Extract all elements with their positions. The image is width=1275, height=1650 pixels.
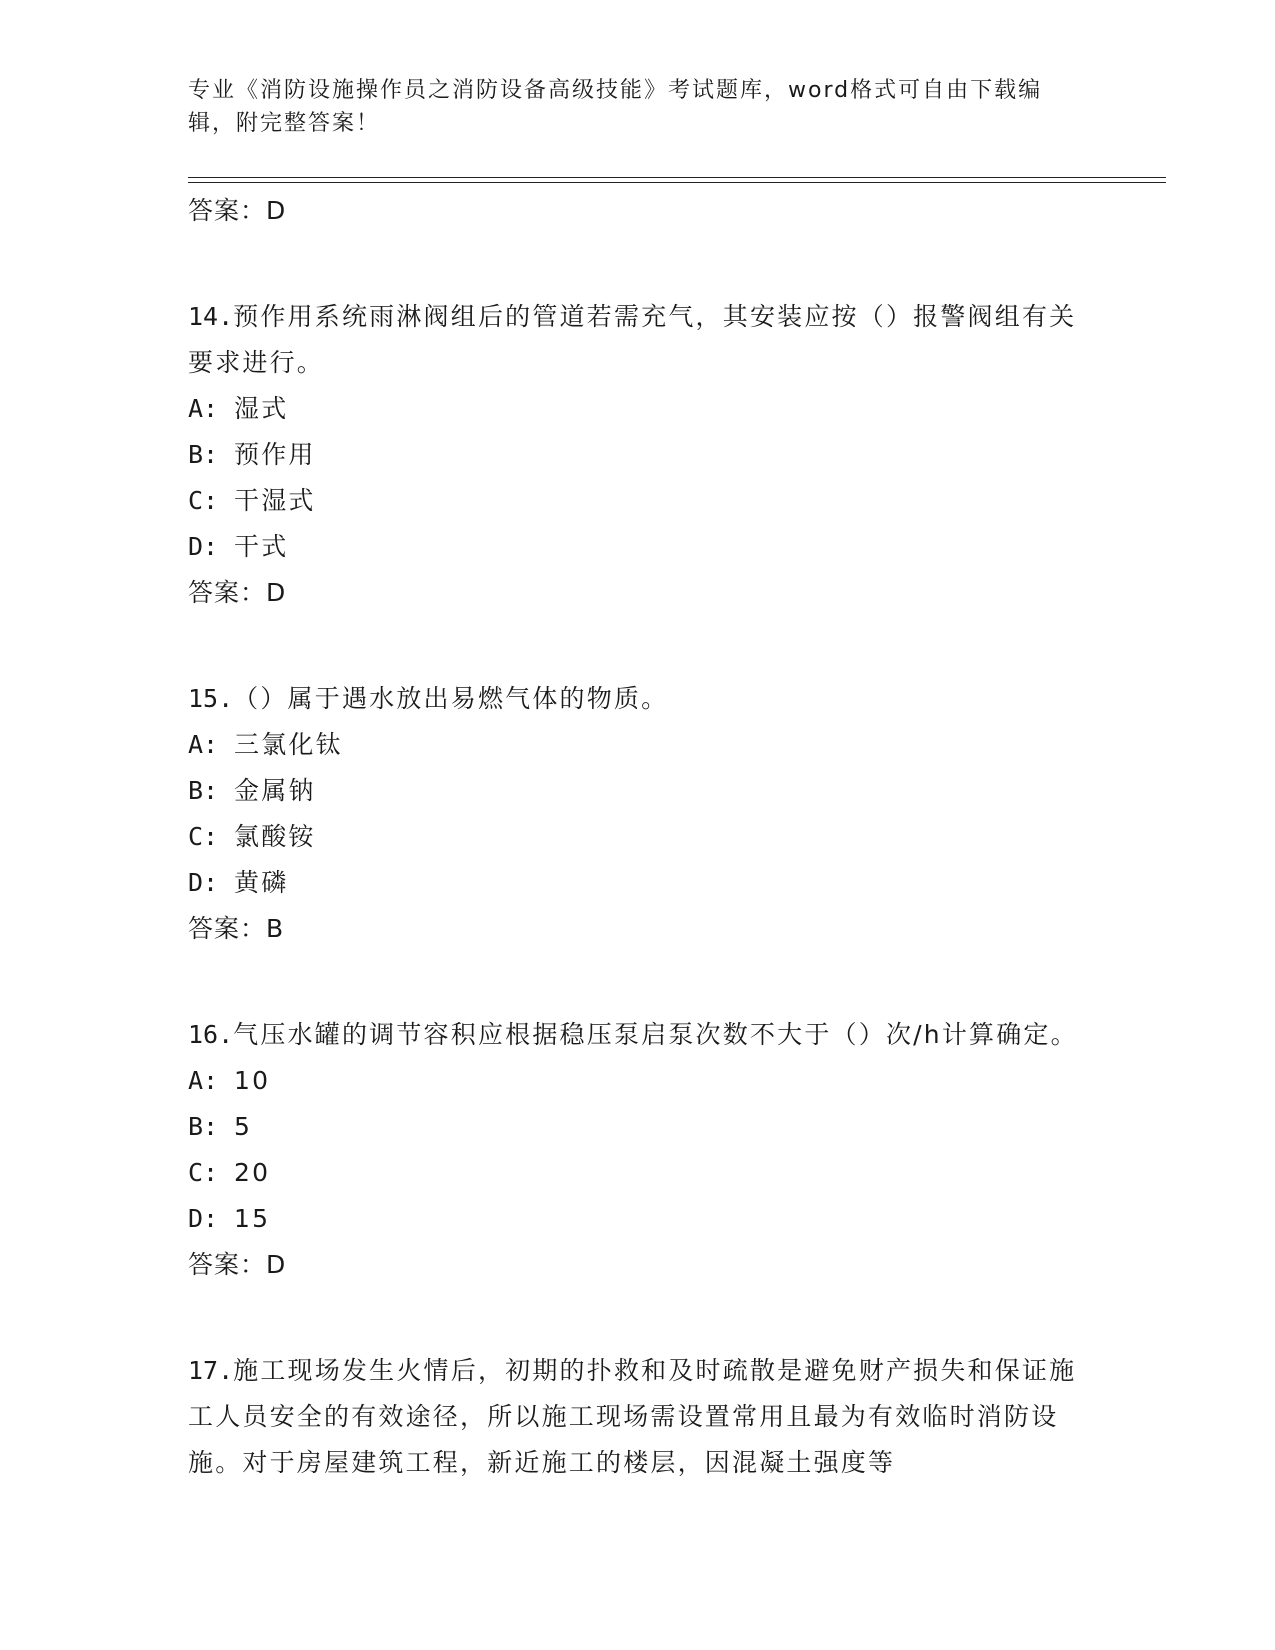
answer-line: 答案：D [188,196,287,225]
question-text: 施工现场发生火情后，初期的扑救和及时疏散是避免财产损失和保证施工人员安全的有效途径，所以施工现场需设置常用且最为有效临时消防设施。对于房屋建筑工程，新近施工的楼层，因混凝土强度等 [188,1356,1077,1477]
answer-line: 答案：D [188,578,287,607]
option-c: C: 20 [188,1158,271,1187]
answer-line: 答案：B [188,914,285,943]
question-stem [188,676,1088,722]
question-text: （）属于遇水放出易燃气体的物质。 [233,684,669,713]
question-number: 15. [188,684,234,713]
document-header: 专业《消防设施操作员之消防设备高级技能》考试题库，word格式可自由下载编辑，附完整答案！ [188,78,1043,136]
question-text: 气压水罐的调节容积应根据稳压泵启泵次数不大于（）次/h计算确定。 [233,1020,1078,1049]
header-divider-bottom [188,182,1166,183]
question-text: 预作用系统雨淋阀组后的管道若需充气，其安装应按（）报警阀组有关要求进行。 [188,302,1077,377]
question-stem [188,294,1088,386]
question-list [188,188,1088,1486]
option-c: C: 干湿式 [188,486,316,515]
option-b: B: 金属钠 [188,776,316,805]
question-number: 14. [188,302,234,331]
option-d: D: 干式 [188,532,289,561]
option-d: D: 黄磷 [188,868,289,897]
answer-line: 答案：D [188,1250,287,1279]
option-b: B: 5 [188,1112,253,1141]
option-c: C: 氯酸铵 [188,822,316,851]
question-stem [188,1012,1088,1058]
option-a: A: 三氯化钛 [188,730,343,759]
option-a: A: 10 [188,1066,271,1095]
option-a: A: 湿式 [188,394,289,423]
question-number: 17. [188,1356,234,1385]
option-d: D: 15 [188,1204,271,1233]
header-divider-top [188,177,1166,178]
question-stem [188,1348,1088,1486]
question-number: 16. [188,1020,234,1049]
option-b: B: 预作用 [188,440,316,469]
